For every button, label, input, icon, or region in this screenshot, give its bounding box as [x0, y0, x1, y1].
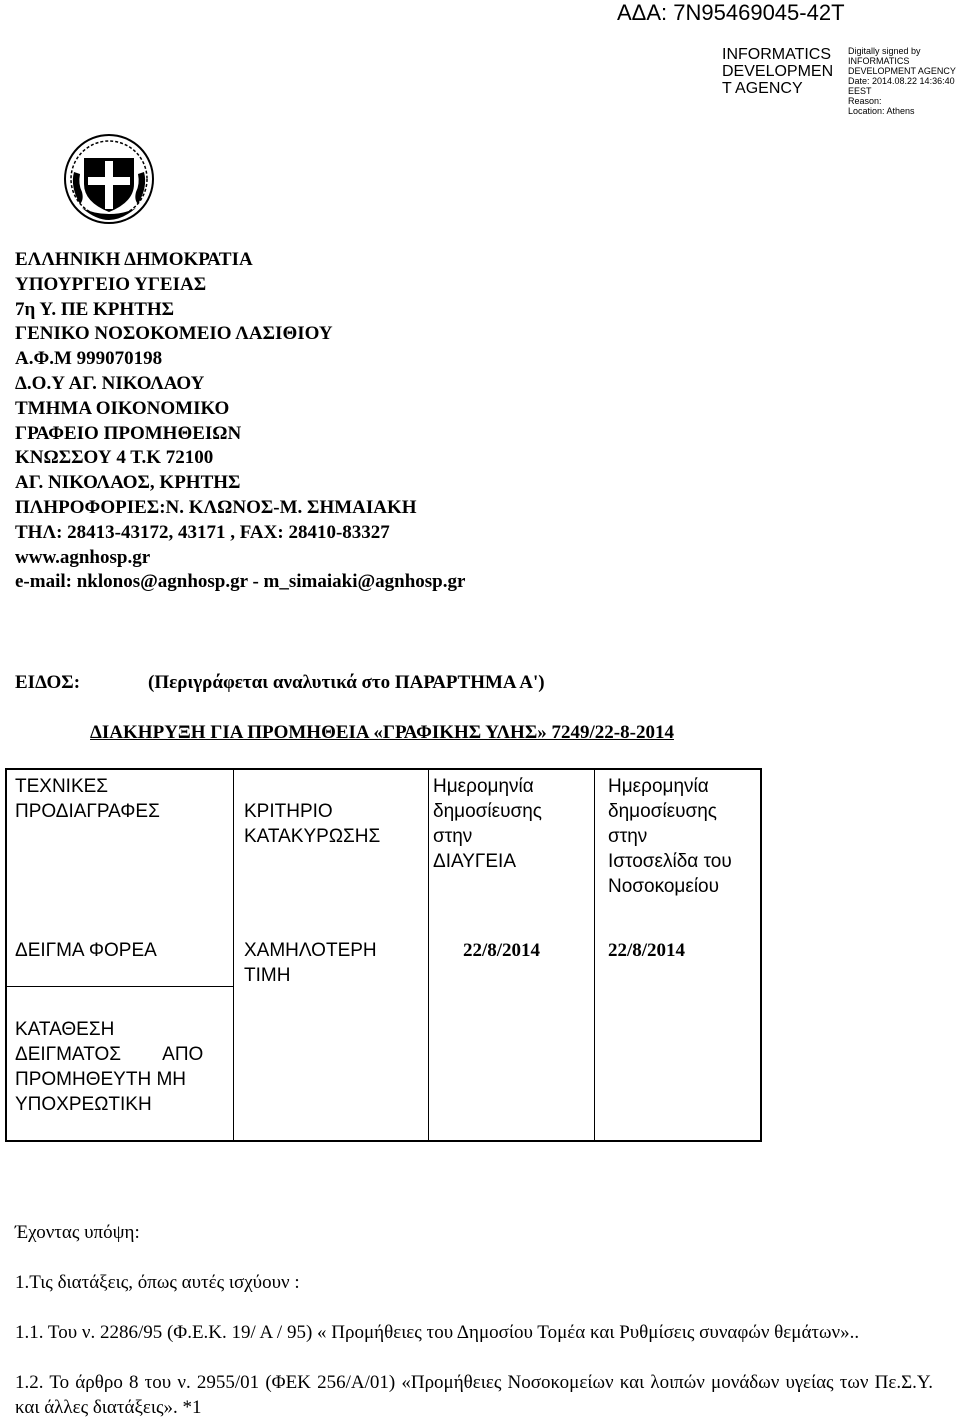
- ada-number: ΑΔΑ: 7Ν95469045-42Τ: [617, 0, 845, 25]
- header-line: Δ.Ο.Υ ΑΓ. ΝΙΚΟΛΑΟΥ: [15, 372, 205, 394]
- subject-text: (Περιγράφεται αναλυτικά στο ΠΑΡΑΡΤΗΜΑ Α'): [148, 672, 545, 693]
- header-text: Ημερομηνία: [608, 776, 709, 797]
- header-text: δημοσίευσης: [433, 801, 542, 822]
- header-text: ΠΡΟΔΙΑΓΡΑΦΕΣ: [15, 801, 160, 822]
- header-text: ΚΡΙΤΗΡΙΟ: [244, 801, 333, 822]
- signature-detail-line: Location: Athens: [848, 106, 915, 116]
- signature-detail-line: Digitally signed by: [848, 46, 921, 56]
- cell-text: 22/8/2014: [463, 940, 541, 961]
- greek-coat-of-arms-icon: [62, 132, 156, 226]
- signature-detail-line: EEST: [848, 86, 872, 96]
- header-line: ΓΡΑΦΕΙΟ ΠΡΟΜΗΘΕΙΩΝ: [15, 422, 242, 444]
- header-line: ΕΛΛΗΝΙΚΗ ΔΗΜΟΚΡΑΤΙΑ: [15, 249, 253, 270]
- cell-lowest-price: [244, 938, 377, 988]
- signature-detail-line: DEVELOPMENT AGENCY: [848, 66, 956, 76]
- signature-name-line: DEVELOPMEN: [722, 63, 834, 80]
- header-text: ΤΕΧΝΙΚΕΣ: [15, 776, 109, 797]
- header-line: e-mail: nklonos@agnhosp.gr - m_simaiaki@agnhosp.gr: [15, 571, 466, 593]
- cell-sample-submission: [15, 1017, 203, 1117]
- header-line: ΓΕΝΙΚΟ ΝΟΣΟΚΟΜΕΙΟ ΛΑΣΙΘΙΟΥ: [15, 323, 333, 345]
- specifications-table: [5, 768, 762, 1142]
- header-website-date: [608, 774, 732, 899]
- signature-name-line: INFORMATICS: [722, 46, 832, 63]
- body-intro: Έχοντας υπόψη:: [15, 1222, 140, 1243]
- header-text: Ιστοσελίδα του: [608, 851, 732, 872]
- table-column-divider: [594, 770, 595, 1140]
- cell-diavgeia-date: [463, 938, 540, 963]
- issuer-header: [15, 248, 465, 595]
- header-line: ΠΛΗΡΟΦΟΡΙΕΣ:Ν. ΚΛΩΝΟΣ-Μ. ΣΗΜΑΙΑΚΗ: [15, 496, 417, 518]
- table-column-divider: [428, 770, 429, 1140]
- cell-text: ΠΡΟΜΗΘΕΥΤΗ ΜΗ: [15, 1069, 186, 1090]
- header-text: δημοσίευσης: [608, 801, 717, 822]
- header-text: στην: [433, 826, 473, 847]
- signature-detail-line: Reason:: [848, 96, 882, 106]
- cell-sample-row: [15, 938, 157, 963]
- header-line: ΑΓ. ΝΙΚΟΛΑΟΣ, ΚΡΗΤΗΣ: [15, 472, 241, 494]
- header-line: ΥΠΟΥΡΓΕΙΟ ΥΓΕΙΑΣ: [15, 273, 207, 295]
- subject-label: ΕΙΔΟΣ:: [15, 672, 81, 693]
- signature-detail-line: INFORMATICS: [848, 56, 910, 66]
- table-row-divider: [7, 986, 233, 987]
- cell-website-date: [608, 938, 685, 963]
- header-text: Ημερομηνία: [433, 776, 534, 797]
- body-paragraph-1-2: 1.2. Το άρθρο 8 του ν. 2955/01 (ΦΕΚ 256/Α/01) «Προμήθειες Νοσοκομείων και λοιπών μονάδων υγείας των Πε.Σ.Υ. και άλλες διατάξεις». *1: [15, 1372, 933, 1418]
- signature-name-line: T AGENCY: [722, 80, 803, 97]
- header-line: ΚΝΩΣΣΟΥ 4 Τ.Κ 72100: [15, 447, 214, 469]
- table-column-divider: [233, 770, 234, 1140]
- header-line: Α.Φ.Μ 999070198: [15, 348, 163, 370]
- signature-detail-line: Date: 2014.08.22 14:36:40: [848, 76, 955, 86]
- header-technical-specs: [15, 774, 160, 824]
- header-text: ΚΑΤΑΚΥΡΩΣΗΣ: [244, 826, 381, 847]
- cell-text: ΧΑΜΗΛΟΤΕΡΗ: [244, 940, 377, 961]
- header-diavgeia-date: [433, 774, 542, 874]
- signature-name: [722, 46, 833, 97]
- header-line: ΤΜΗΜΑ ΟΙΚΟΝΟΜΙΚΟ: [15, 397, 230, 419]
- announcement-title: ΔΙΑΚΗΡΥΞΗ ΓΙΑ ΠΡΟΜΗΘΕΙΑ «ΓΡΑΦΙΚΗΣ ΥΛΗΣ» 7249/22-8-2014: [90, 722, 674, 743]
- header-line: www.agnhosp.gr: [15, 546, 151, 568]
- header-line: 7η Υ. ΠΕ ΚΡΗΤΗΣ: [15, 298, 175, 320]
- header-award-criterion: [244, 799, 380, 849]
- header-text: ΔΙΑΥΓΕΙΑ: [433, 851, 516, 872]
- header-line: ΤΗΛ: 28413-43172, 43171 , FAX: 28410-83327: [15, 521, 390, 543]
- cell-text: ΚΑΤΑΘΕΣΗ: [15, 1019, 115, 1040]
- header-text: στην: [608, 826, 648, 847]
- signature-details: [848, 46, 956, 116]
- cell-text: ΔΕΙΓΜΑΤΟΣ ΑΠΟ: [15, 1044, 204, 1065]
- body-paragraph-1-1: 1.1. Του ν. 2286/95 (Φ.Ε.Κ. 19/ Α / 95) « Προμήθειες του Δημοσίου Τομέα και Ρυθμίσεις συναφών θεμάτων»..: [15, 1322, 860, 1343]
- cell-text: 22/8/2014: [608, 940, 686, 961]
- header-text: Νοσοκομείου: [608, 876, 720, 897]
- body-paragraph-1: 1.Τις διατάξεις, όπως αυτές ισχύουν :: [15, 1272, 300, 1293]
- cell-text: ΥΠΟΧΡΕΩΤΙΚΗ: [15, 1094, 152, 1115]
- cell-text: ΔΕΙΓΜΑ ΦΟΡΕΑ: [15, 940, 157, 961]
- cell-text: ΤΙΜΗ: [244, 965, 291, 986]
